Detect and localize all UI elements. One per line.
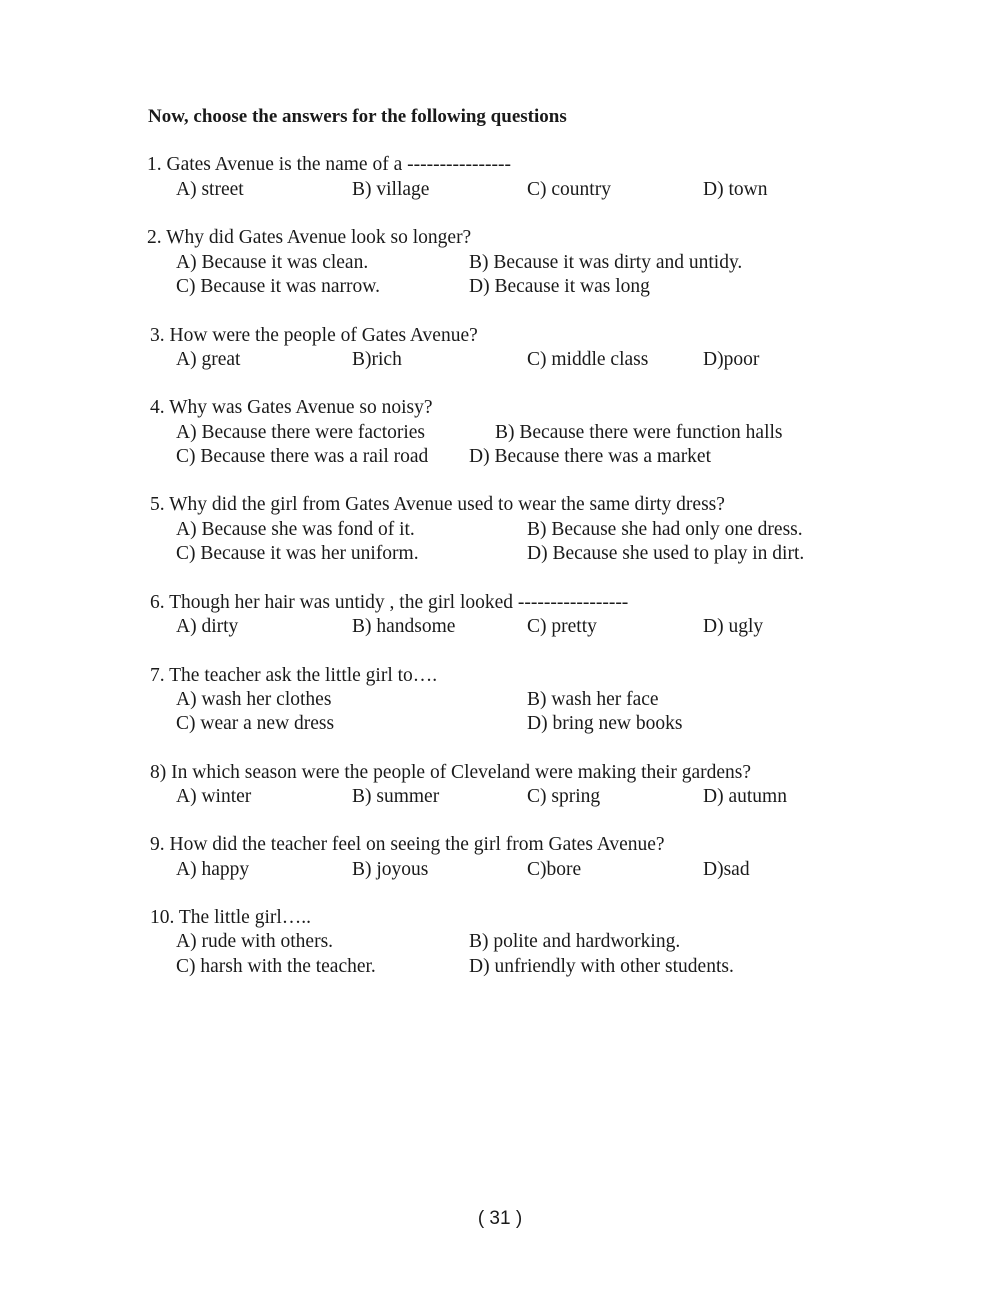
page-title: Now, choose the answers for the following questions — [148, 106, 567, 127]
option-b: B) Because it was dirty and untidy. — [469, 252, 743, 273]
option-d: D) Because it was long — [469, 276, 650, 297]
option-a: A) Because it was clean. — [176, 252, 369, 273]
option-a: A) rude with others. — [176, 931, 334, 952]
option-c: C) country — [527, 179, 611, 200]
option-b: B) wash her face — [527, 689, 659, 710]
option-a: A) Because there were factories — [176, 422, 426, 443]
question-stem: 3. How were the people of Gates Avenue? — [150, 325, 478, 346]
option-a: A) street — [176, 179, 244, 200]
option-c: C) middle class — [527, 349, 649, 370]
option-d: D) ugly — [703, 616, 764, 637]
option-b: B) joyous — [352, 859, 429, 880]
option-c: C) spring — [527, 786, 601, 807]
option-b: B)rich — [352, 349, 402, 370]
option-a: A) great — [176, 349, 241, 370]
option-b: B) summer — [352, 786, 440, 807]
option-b: B) polite and hardworking. — [469, 931, 681, 952]
question-stem: 10. The little girl….. — [150, 907, 312, 928]
option-a: A) winter — [176, 786, 252, 807]
option-d: D) bring new books — [527, 713, 683, 734]
option-c: C) Because it was her uniform. — [176, 543, 419, 564]
option-d: D) unfriendly with other students. — [469, 956, 734, 977]
option-d: D)poor — [703, 349, 760, 370]
question-stem: 2. Why did Gates Avenue look so longer? — [147, 227, 472, 248]
question-stem: 6. Though her hair was untidy , the girl looked ----------------- — [150, 592, 629, 613]
option-b: B) Because there were function halls — [495, 422, 783, 443]
option-a: A) wash her clothes — [176, 689, 332, 710]
option-c: C)bore — [527, 859, 582, 880]
question-stem: 9. How did the teacher feel on seeing the girl from Gates Avenue? — [150, 834, 665, 855]
option-b: B) Because she had only one dress. — [527, 519, 803, 540]
option-c: C) Because there was a rail road — [176, 446, 429, 467]
question-stem: 1. Gates Avenue is the name of a ---------------- — [147, 154, 511, 175]
option-a: A) dirty — [176, 616, 239, 637]
question-stem: 8) In which season were the people of Cleveland were making their gardens? — [150, 762, 752, 783]
option-a: A) Because she was fond of it. — [176, 519, 415, 540]
option-b: B) handsome — [352, 616, 456, 637]
option-d: D)sad — [703, 859, 750, 880]
question-stem: 4. Why was Gates Avenue so noisy? — [150, 397, 433, 418]
option-c: C) pretty — [527, 616, 597, 637]
option-d: D) autumn — [703, 786, 787, 807]
page-number: ( 31 ) — [477, 1208, 523, 1229]
option-c: C) Because it was narrow. — [176, 276, 380, 297]
question-stem: 7. The teacher ask the little girl to…. — [150, 665, 438, 686]
option-a: A) happy — [176, 859, 250, 880]
question-stem: 5. Why did the girl from Gates Avenue used to wear the same dirty dress? — [150, 494, 725, 515]
option-c: C) wear a new dress — [176, 713, 335, 734]
option-b: B) village — [352, 179, 430, 200]
option-d: D) town — [703, 179, 768, 200]
option-d: D) Because she used to play in dirt. — [527, 543, 805, 564]
option-d: D) Because there was a market — [469, 446, 712, 467]
option-c: C) harsh with the teacher. — [176, 956, 376, 977]
